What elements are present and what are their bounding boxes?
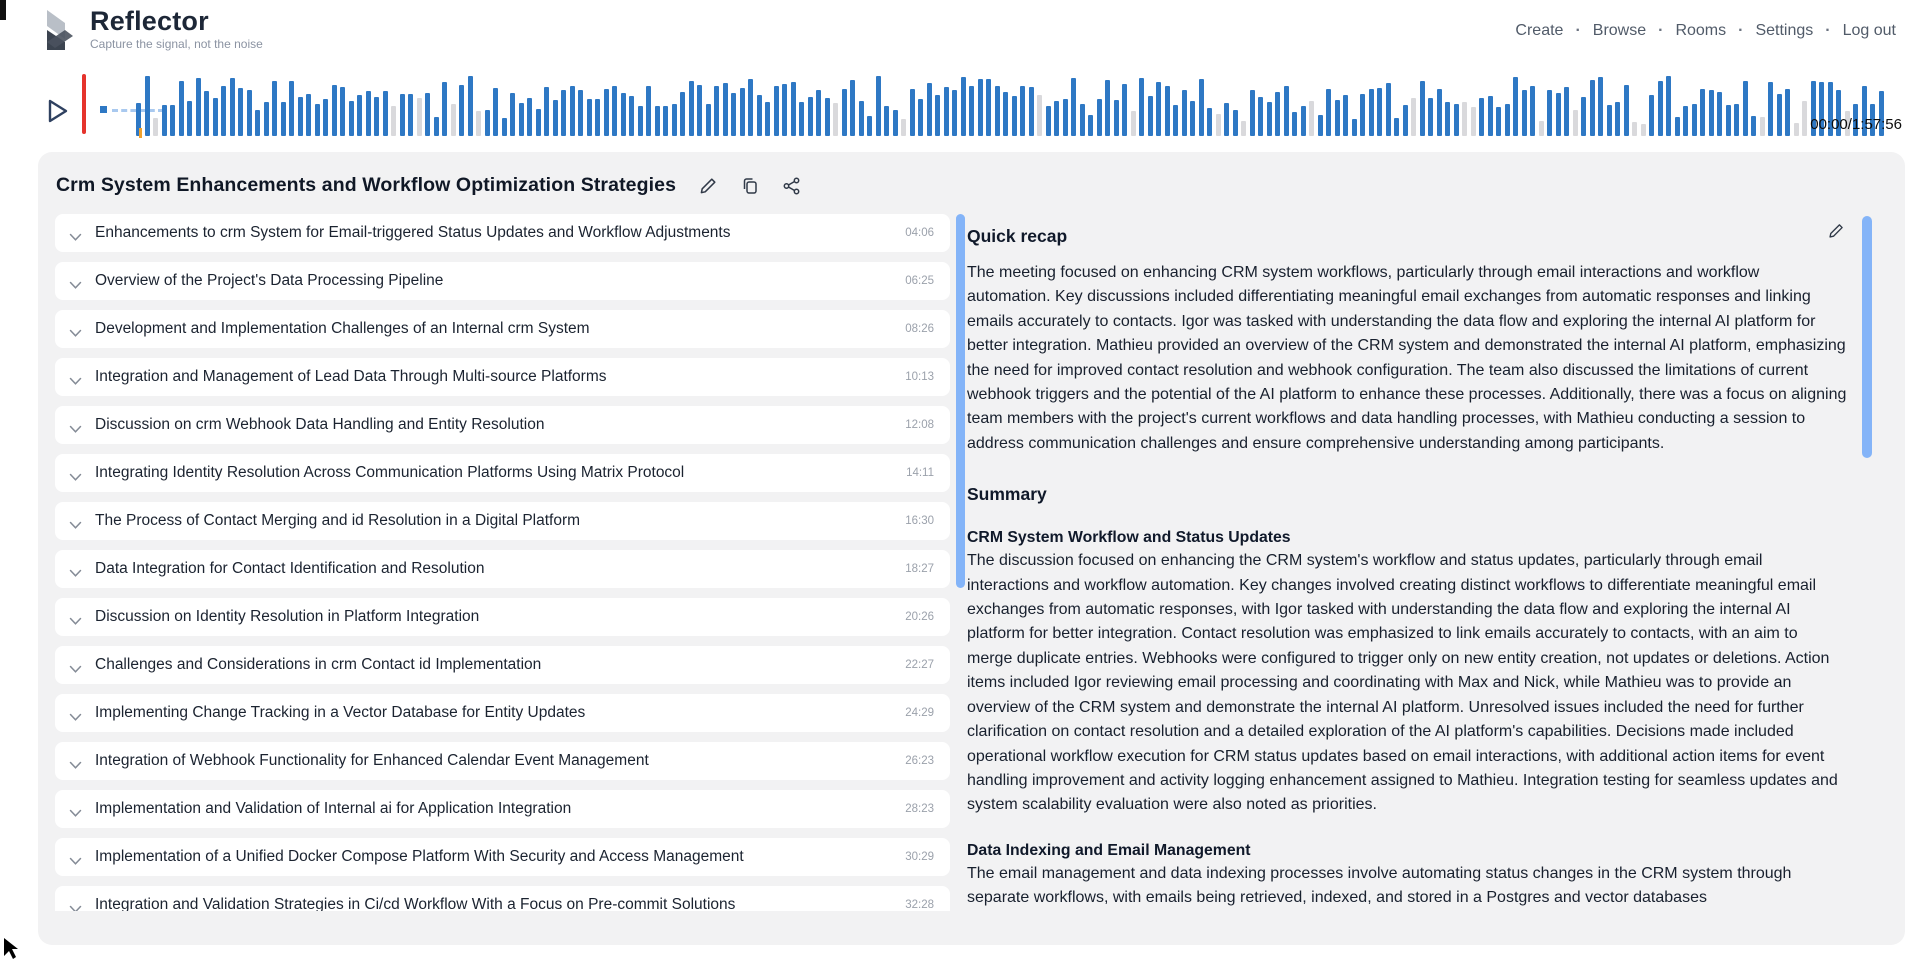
waveform-bar (1607, 105, 1612, 136)
waveform-bar (442, 82, 447, 136)
waveform-bar (706, 104, 711, 136)
waveform-bar (799, 102, 804, 136)
waveform-bar (740, 88, 745, 136)
waveform-bar (1709, 90, 1714, 136)
waveform-bar (170, 105, 175, 136)
waveform-bar (884, 106, 889, 136)
waveform-bar (1054, 101, 1059, 136)
waveform-bar (833, 103, 838, 136)
waveform-bar (264, 102, 269, 136)
waveform-bar (604, 89, 609, 136)
waveform-bar (1675, 117, 1680, 136)
topic-title: Implementing Change Tracking in a Vector Database for Entity Updates (95, 704, 586, 721)
waveform-bar (1522, 90, 1527, 136)
waveform-bar (196, 78, 201, 136)
topic-row[interactable] (55, 886, 950, 911)
topic-row[interactable] (55, 790, 950, 828)
screen-artifact (0, 0, 6, 20)
topic-time: 18:27 (905, 563, 934, 575)
chevron-down-icon[interactable] (69, 277, 82, 286)
waveform-bar (1403, 105, 1408, 136)
topic-title: Enhancements to crm System for Email-triggered Status Updates and Workflow Adjustments (95, 224, 731, 241)
waveform-bar (1683, 106, 1688, 136)
nav-logout[interactable]: Log out (1842, 22, 1896, 39)
waveform-bar (663, 106, 668, 136)
waveform-bar (672, 104, 677, 136)
waveform-bar (502, 118, 507, 136)
waveform-bar (1037, 95, 1042, 136)
waveform-bar (1284, 86, 1289, 136)
waveform-bar (1547, 90, 1552, 136)
waveform-bar (825, 98, 830, 136)
topic-time: 10:13 (905, 371, 934, 383)
waveform-bar (408, 94, 413, 136)
waveform-bar (714, 86, 719, 136)
waveform-bar (969, 86, 974, 136)
waveform-bar (1063, 99, 1068, 136)
waveform-bar (1794, 123, 1799, 136)
waveform-bar (417, 98, 422, 136)
waveform-bar (629, 96, 634, 136)
waveform-bar (1080, 104, 1085, 136)
waveform-bar (1471, 107, 1476, 136)
waveform-bar (1751, 116, 1756, 136)
waveform-bar (315, 104, 320, 136)
waveform-bar (842, 89, 847, 136)
waveform-bar (1275, 92, 1280, 136)
waveform-bar (1369, 89, 1374, 136)
waveform-bar (918, 99, 923, 136)
waveform-bar (366, 91, 371, 136)
waveform-bar (1658, 81, 1663, 136)
waveform-bar (1250, 90, 1255, 136)
waveform-bar (247, 90, 252, 136)
waveform-bar (1216, 114, 1221, 136)
waveform-bar (1233, 110, 1238, 136)
waveform-bar (349, 101, 354, 136)
waveform-bar (213, 98, 218, 136)
waveform-bar (723, 83, 728, 136)
waveform-bar (1768, 82, 1773, 136)
section-body: The email management and data indexing processes involve automating status changes in the CRM system through separate workflows, with emails being retrieved, indexed, and stored in a Postgres and vector databases (967, 864, 1792, 907)
nav-rooms[interactable]: Rooms (1675, 22, 1727, 39)
topic-title: Data Integration for Contact Identification and Resolution (95, 560, 485, 577)
chevron-down-icon[interactable] (69, 613, 82, 622)
waveform-bar (1105, 80, 1110, 136)
topic-time: 12:08 (905, 419, 934, 431)
waveform-bar (587, 99, 592, 136)
chevron-down-icon[interactable] (69, 709, 82, 718)
waveform-bar (1556, 93, 1561, 136)
waveform-bar (298, 97, 303, 136)
topic-row[interactable] (55, 262, 950, 300)
nav-separator: · (1825, 22, 1831, 39)
waveform-bar (961, 77, 966, 136)
waveform-bar (1377, 88, 1382, 136)
waveform-bar (1148, 96, 1153, 136)
waveform-bar (187, 101, 192, 136)
summary-panel (967, 152, 1905, 945)
waveform-bar (1700, 89, 1705, 136)
waveform-bar (1394, 118, 1399, 136)
waveform-bar (179, 81, 184, 136)
waveform-bar (1496, 107, 1501, 136)
waveform-bar (1258, 97, 1263, 136)
waveform-bar (1411, 98, 1416, 136)
topic-row[interactable] (55, 598, 950, 636)
waveform-bar (621, 93, 626, 136)
waveform-bar (1097, 99, 1102, 136)
waveform-bar (808, 97, 813, 136)
quick-recap-heading: Quick recap (967, 226, 1068, 246)
waveform-bar (1590, 80, 1595, 136)
waveform-bar (1479, 98, 1484, 136)
brand[interactable] (40, 6, 263, 57)
waveform-bar (1598, 77, 1603, 136)
waveform-bar (595, 99, 600, 136)
waveform-bar (527, 98, 532, 136)
topic-time: 24:29 (905, 707, 934, 719)
chevron-down-icon[interactable] (69, 565, 82, 574)
waveform-bar (570, 86, 575, 136)
waveform-bar (1267, 102, 1272, 136)
waveform-bar (1156, 82, 1161, 136)
nav-create[interactable]: Create (1515, 22, 1564, 39)
topic-title: Integration of Webhook Functionality for Enhanced Calendar Event Management (95, 752, 649, 769)
waveform-bar (952, 90, 957, 136)
waveform-bar (901, 119, 906, 136)
waveform-bar (1505, 104, 1510, 136)
waveform-bar (374, 97, 379, 136)
chevron-down-icon[interactable] (69, 757, 82, 766)
waveform-bar (1734, 104, 1739, 136)
nav-settings[interactable]: Settings (1755, 22, 1814, 39)
topic-title: The Process of Contact Merging and id Resolution in a Digital Platform (95, 512, 581, 529)
chevron-down-icon[interactable] (69, 517, 82, 526)
waveform-bar (1624, 85, 1629, 136)
waveform-bar (459, 85, 464, 136)
waveform-bar (281, 102, 286, 136)
waveform-bar (1343, 95, 1348, 136)
waveform-bar (680, 92, 685, 136)
waveform-bar (1326, 89, 1331, 136)
waveform-bar (1454, 104, 1459, 136)
mouse-cursor (2, 936, 20, 960)
waveform-bar (145, 76, 150, 136)
waveform-bar (434, 117, 439, 136)
section-heading: CRM System Workflow and Status Updates (967, 529, 1291, 547)
nav-separator: · (1658, 22, 1664, 39)
waveform-bar (731, 93, 736, 136)
waveform-bar (995, 86, 1000, 136)
waveform-bar (1165, 86, 1170, 136)
top-nav (1515, 22, 1896, 40)
waveform-bar (1071, 78, 1076, 136)
waveform-bar (646, 86, 651, 136)
topic-row[interactable] (55, 550, 950, 588)
waveform-bar (306, 94, 311, 136)
topic-time: 30:29 (905, 851, 934, 863)
waveform-bar (748, 79, 753, 136)
waveform-bar (230, 78, 235, 136)
topic-row[interactable] (55, 646, 950, 684)
title-bar (56, 174, 802, 197)
waveform-bar (1301, 106, 1306, 136)
waveform-bar (340, 87, 345, 136)
player-time: 00:00/1:57:56 (1810, 116, 1902, 133)
topic-time: 28:23 (905, 803, 934, 815)
topic-title: Implementation and Validation of Internal ai for Application Integration (95, 800, 572, 817)
topic-row[interactable] (55, 694, 950, 732)
waveform-bar (221, 86, 226, 136)
waveform-bar (493, 88, 498, 136)
waveform-bar (153, 118, 158, 136)
waveform-bar (1649, 95, 1654, 136)
waveform-bar (655, 106, 660, 136)
waveform-bar (1692, 104, 1697, 136)
edit-title-icon[interactable] (698, 176, 718, 196)
waveform-bar (578, 90, 583, 136)
nav-browse[interactable]: Browse (1592, 22, 1647, 39)
waveform-bar (162, 105, 167, 136)
waveform-bar (1139, 78, 1144, 136)
waveform-bar (1173, 105, 1178, 136)
topic-title: Implementation of a Unified Docker Compose Platform With Security and Access Management (95, 848, 744, 865)
waveform-bar (1360, 94, 1365, 136)
topics-list (55, 214, 950, 911)
waveform-bar (757, 95, 762, 136)
waveform-bar (451, 104, 456, 136)
topics-scrollbar[interactable] (956, 214, 965, 588)
waveform-bar (519, 103, 524, 136)
waveform-bar (1760, 117, 1765, 136)
waveform-bar (1420, 81, 1425, 136)
waveform-bar (1207, 108, 1212, 136)
quick-recap-text: The meeting focused on enhancing CRM system workflows, particularly through email interactions and workflow automation. Key discussions included differentiating meaningful email exchanges from automatic responses and linking emails accurately to contacts. Igor was tasked with understanding the data flow and exploring the internal AI platform for better integration. Mathieu provided an overview of the CRM system and demonstrated the internal AI platform, emphasizing the need for improved contact resolution and webhook configuration. The team also discussed the limitations of current webhook triggers and the potential of the AI platform to enhance these processes. Additionally, there was a focus on aligning team members with the project's current workflows and data handling processes, with Mathieu conducting a session to address communication challenges and ensure comprehensive understanding among participants. (967, 264, 1847, 452)
topic-row[interactable] (55, 406, 950, 444)
reflector-logo-icon (40, 6, 80, 57)
topic-time: 32:28 (905, 899, 934, 911)
waveform-bar (791, 82, 796, 136)
chevron-down-icon[interactable] (69, 901, 82, 910)
topic-row[interactable] (55, 454, 950, 492)
waveform-bar (1777, 94, 1782, 136)
topic-row[interactable] (55, 742, 950, 780)
playhead-cursor[interactable] (82, 74, 86, 134)
waveform-bar (1122, 84, 1127, 136)
waveform-bar (1335, 100, 1340, 136)
waveform-bar (468, 76, 473, 136)
waveform-bar (978, 79, 983, 136)
topic-time: 22:27 (905, 659, 934, 671)
topic-row[interactable] (55, 310, 950, 348)
topic-title: Integrating Identity Resolution Across Communication Platforms Using Matrix Protocol (95, 464, 685, 481)
topic-title: Challenges and Considerations in crm Contact id Implementation (95, 656, 542, 673)
section-heading: Data Indexing and Email Management (967, 841, 1251, 859)
waveform-bar (1309, 101, 1314, 136)
waveform-bar (332, 85, 337, 136)
waveform-bar (910, 89, 915, 136)
waveform-bar (1488, 96, 1493, 136)
summary-heading: Summary (967, 484, 1047, 505)
waveform-bar (1190, 101, 1195, 136)
waveform-bar (1726, 105, 1731, 136)
chevron-down-icon[interactable] (69, 661, 82, 670)
waveform-bar (1615, 102, 1620, 136)
meeting-title: Crm System Enhancements and Workflow Optimization Strategies (56, 174, 677, 196)
topic-title: Integration and Management of Lead Data Through Multi-source Platforms (95, 368, 607, 385)
waveform-bar (1641, 124, 1646, 136)
topic-time: 06:25 (905, 275, 934, 287)
waveform-bar (638, 106, 643, 136)
topic-title: Discussion on Identity Resolution in Platform Integration (95, 608, 480, 625)
topic-title: Overview of the Project's Data Processing Pipeline (95, 272, 444, 289)
waveform-bar (1802, 101, 1807, 136)
waveform-bar (204, 91, 209, 136)
topic-time: 04:06 (905, 227, 934, 239)
waveform-bar (859, 101, 864, 136)
summary-scrollbar[interactable] (1862, 216, 1872, 458)
meeting-card (38, 152, 1905, 945)
waveform-bar (1199, 79, 1204, 136)
waveform-bar (1182, 90, 1187, 136)
topic-row[interactable] (55, 502, 950, 540)
waveform-bar (944, 87, 949, 136)
waveform-bar (1046, 106, 1051, 136)
waveform-bar (1462, 102, 1467, 136)
chevron-down-icon[interactable] (69, 805, 82, 814)
topic-time: 08:26 (905, 323, 934, 335)
waveform-bar (1241, 121, 1246, 136)
waveform-bar (1513, 77, 1518, 136)
audio-player (0, 66, 1924, 144)
waveform[interactable] (136, 72, 1894, 136)
topic-title: Integration and Validation Strategies in Ci/cd Workflow With a Focus on Pre-commit Solutions (95, 896, 736, 911)
waveform-bar (935, 95, 940, 136)
waveform-bar (1632, 122, 1637, 136)
topic-time: 16:30 (905, 515, 934, 527)
waveform-bar (1003, 92, 1008, 136)
waveform-bar (774, 86, 779, 136)
waveform-bar (816, 90, 821, 136)
waveform-bar (544, 87, 549, 136)
waveform-bar (697, 85, 702, 136)
waveform-bar (561, 90, 566, 136)
section-body: The discussion focused on enhancing the CRM system's workflow and status updates, particularly through email interactions and workflow automation. Key changes involved creating distinct workflows to differentiate meaningful email exchanges from automatic responses, with Igor tasked with understanding the data flow and exploring the internal AI platform for better integration. Contact resolution was emphasized to link emails accurately to contacts, with an aim to merge duplicate entries. Webhooks were configured to trigger only on new entity creation, not updates or deletions. Action items included Igor reviewing email processing and coordinating with Max and Nick, while Mathieu was to provide an overview of the CRM system and demonstrate the internal AI platform. Unresolved issues included the need for further clarification on contact resolution and a detailed exploration of the AI platform's capabilities. Decisions made included operational workflow execution for CRM status updates based on email interactions, with additional action items for event handling improvement and activity logging enhancement assigned to Mathieu. Integration testing for seamless updates and system scalability evaluation were also noted as priorities. (967, 552, 1838, 814)
chevron-down-icon[interactable] (69, 853, 82, 862)
chevron-down-icon[interactable] (69, 469, 82, 478)
topic-title: Discussion on crm Webhook Data Handling and Entity Resolution (95, 416, 545, 433)
waveform-bar (1428, 98, 1433, 136)
waveform-bar (1088, 115, 1093, 136)
waveform-bar (765, 102, 770, 136)
waveform-bar (1352, 119, 1357, 136)
waveform-bar (1224, 103, 1229, 136)
waveform-bar (1581, 97, 1586, 136)
chevron-down-icon[interactable] (69, 229, 82, 238)
waveform-bar (1437, 89, 1442, 136)
waveform-bar (536, 109, 541, 136)
waveform-bar (867, 116, 872, 136)
waveform-bar (1785, 89, 1790, 136)
waveform-bar (1573, 110, 1578, 136)
waveform-bar (476, 111, 481, 136)
waveform-bar (1717, 92, 1722, 136)
topic-time: 20:26 (905, 611, 934, 623)
waveform-bar (1318, 115, 1323, 136)
waveform-bar (612, 86, 617, 136)
chevron-down-icon[interactable] (69, 373, 82, 382)
chevron-down-icon[interactable] (69, 325, 82, 334)
waveform-bar (510, 93, 515, 136)
waveform-bar (876, 76, 881, 136)
topic-title: Development and Implementation Challenges of an Internal crm System (95, 320, 590, 337)
waveform-bar (1020, 86, 1025, 136)
nav-separator: · (1575, 22, 1581, 39)
waveform-bar (238, 88, 243, 136)
waveform-bar (850, 80, 855, 136)
waveform-bar (272, 81, 277, 136)
waveform-bar (1666, 76, 1671, 136)
waveform-bar (1131, 111, 1136, 136)
waveform-bar (1292, 112, 1297, 136)
waveform-bar (425, 93, 430, 136)
topic-time: 26:23 (905, 755, 934, 767)
waveform-bar (1530, 86, 1535, 136)
chevron-down-icon[interactable] (69, 421, 82, 430)
app-title: Reflector (90, 6, 209, 36)
waveform-bar (893, 110, 898, 136)
waveform-bar (689, 81, 694, 136)
waveform-bar (357, 95, 362, 136)
waveform-bar (1445, 102, 1450, 136)
share-icon[interactable] (782, 176, 802, 196)
copy-title-icon[interactable] (740, 176, 760, 196)
topic-row[interactable] (55, 838, 950, 876)
waveform-bar (1114, 100, 1119, 136)
waveform-bar (1386, 83, 1391, 136)
app-tagline: Capture the signal, not the noise (90, 37, 263, 51)
nav-separator: · (1738, 22, 1744, 39)
waveform-bar (400, 94, 405, 136)
speaker-tick (139, 128, 142, 138)
topic-row[interactable] (55, 214, 950, 252)
play-button[interactable] (46, 98, 70, 124)
waveform-bar (383, 91, 388, 136)
waveform-bar (485, 110, 490, 136)
waveform-bar (323, 99, 328, 136)
edit-summary-icon[interactable] (1827, 222, 1845, 240)
waveform-bar (1539, 121, 1544, 136)
waveform-bar (391, 106, 396, 136)
waveform-bar (927, 83, 932, 136)
waveform-bar (1743, 81, 1748, 136)
topic-time: 14:11 (906, 467, 934, 479)
waveform-bar (1029, 87, 1034, 136)
waveform-bar (986, 79, 991, 136)
topic-row[interactable] (55, 358, 950, 396)
waveform-bar (782, 84, 787, 136)
app-header (0, 0, 1924, 64)
waveform-bar (255, 110, 260, 136)
waveform-bar (553, 100, 558, 136)
waveform-bar (1564, 87, 1569, 136)
waveform-bar (1012, 96, 1017, 136)
waveform-bar (289, 81, 294, 136)
seek-dot (100, 106, 107, 113)
